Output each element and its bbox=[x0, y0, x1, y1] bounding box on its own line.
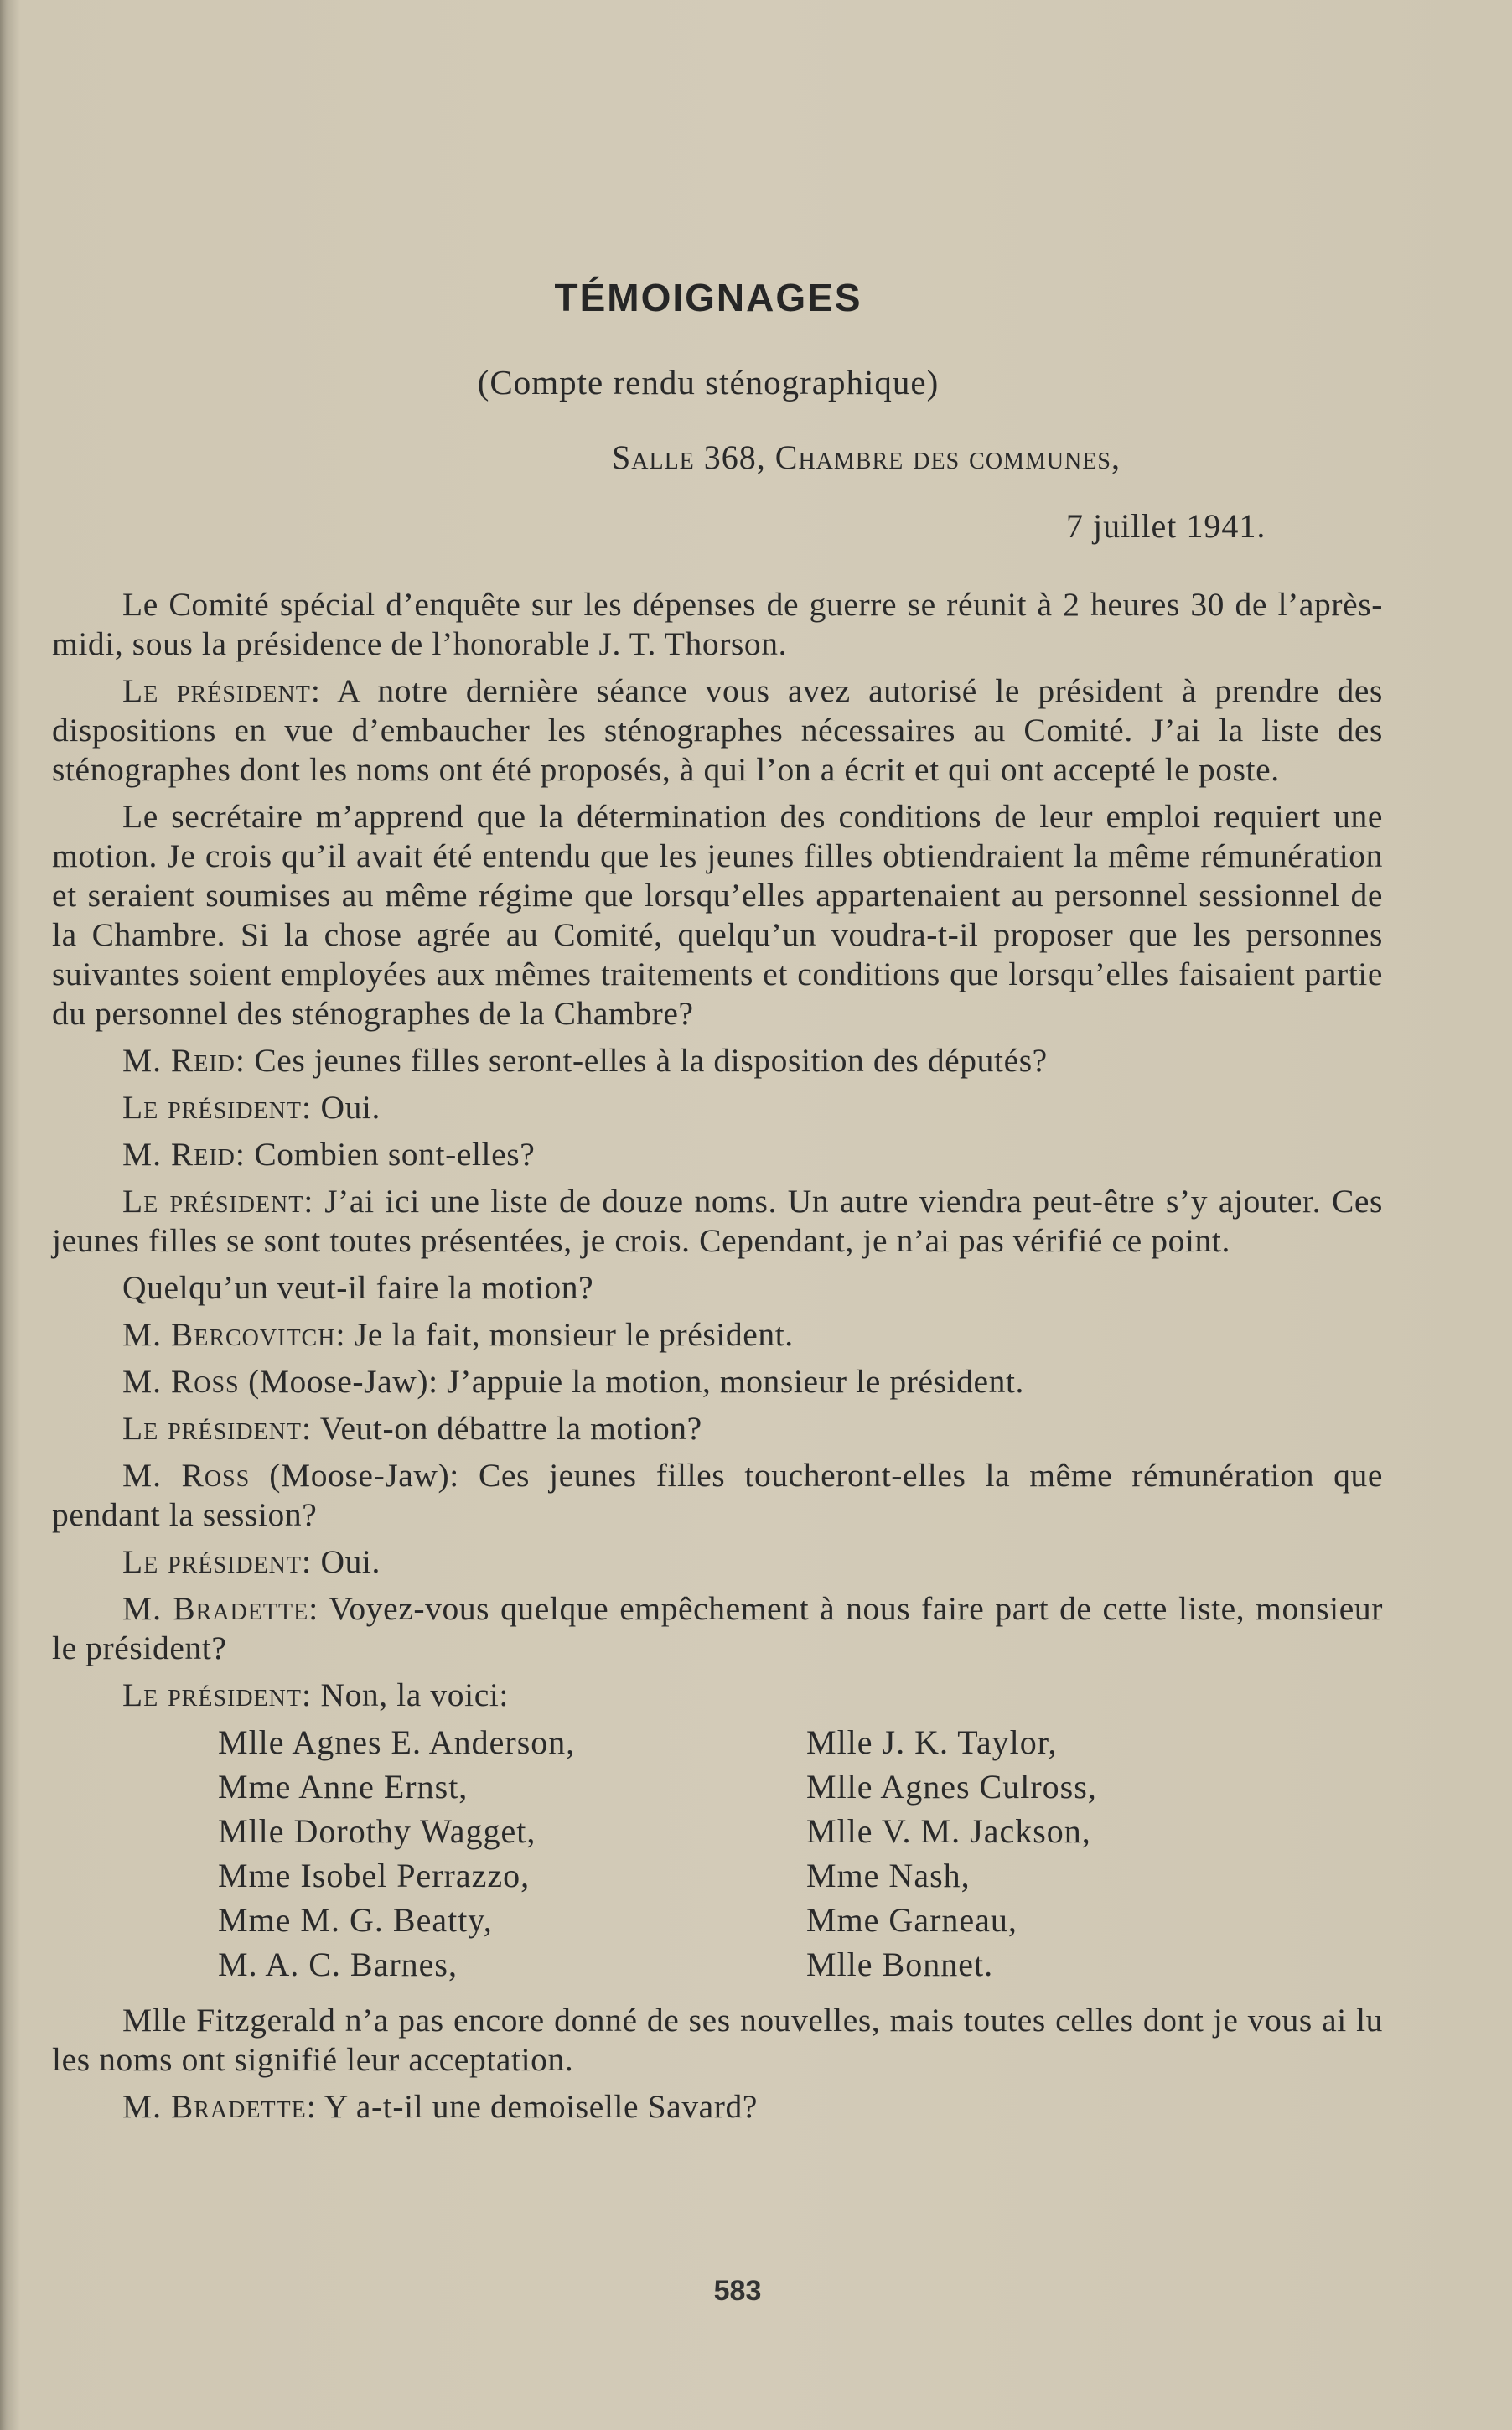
paragraph-text: Ces jeunes filles seront-elles à la disposition des députés? bbox=[245, 1042, 1048, 1079]
paragraph-text: Le secrétaire m’apprend que la détermination des conditions de leur emploi requiert une motion. Je crois qu’il avait été entendu que les jeunes filles obtiendraient la même rémunération et seraient soumises au même régime que lorsqu’elles appartenaient au personnel sessionnel de la Chambre. Si la chose agrée au Comité, quelqu’un voudra-t-il proposer que les personnes suivantes soient employées aux mêmes traitements et conditions que lorsqu’elles faisaient partie du personnel des sténographes de la Chambre? bbox=[52, 798, 1383, 1032]
paragraph bbox=[52, 1268, 1383, 1308]
paragraph-text: Quelqu’un veut-il faire la motion? bbox=[122, 1269, 594, 1306]
paragraph-text: Le Comité spécial d’enquête sur les dépenses de guerre se réunit à 2 heures 30 de l’après-midi, sous la présidence de l’honorable J. T. Thorson. bbox=[52, 586, 1383, 662]
name-item: Mlle Dorothy Wagget, bbox=[218, 1812, 536, 1850]
speaker: M. Bradette: bbox=[122, 1590, 319, 1627]
paragraph bbox=[52, 671, 1383, 790]
name-item: Mme Isobel Perrazzo, bbox=[218, 1857, 531, 1894]
paragraph-text: Voyez-vous quelque empêchement à nous faire part de cette liste, monsieur le président? bbox=[52, 1590, 1383, 1666]
paragraph bbox=[52, 2087, 1383, 2127]
paragraph-text: Combien sont-elles? bbox=[245, 1136, 536, 1173]
name-item: M. A. C. Barnes, bbox=[218, 1946, 458, 1983]
name-item: Mme Garneau, bbox=[806, 1901, 1017, 1939]
paragraph-text: J’ai ici une liste de douze noms. Un autre viendra peut-être s’y ajouter. Ces jeunes filles se sont toutes présentées, je crois. Cependant, je n’ai pas vérifié ce point. bbox=[52, 1183, 1383, 1259]
name-item: Mlle J. K. Taylor, bbox=[806, 1723, 1058, 1761]
speaker: M. Ross bbox=[122, 1457, 251, 1494]
paragraph bbox=[52, 797, 1383, 1034]
speaker: Le président: bbox=[122, 1410, 312, 1447]
name-item: Mlle Bonnet. bbox=[806, 1946, 994, 1983]
paragraph bbox=[52, 1362, 1383, 1402]
paragraph bbox=[52, 1542, 1383, 1582]
speaker: Le président: bbox=[122, 1089, 312, 1126]
meeting-date: 7 juillet 1941. bbox=[1066, 507, 1266, 545]
paragraph-text: Oui. bbox=[311, 1543, 381, 1580]
name-column-right bbox=[806, 1723, 1097, 1989]
paragraph-text: (Moose-Jaw): J’appuie la motion, monsieur le président. bbox=[239, 1363, 1025, 1400]
name-column-left bbox=[218, 1723, 575, 1989]
paragraph bbox=[52, 2001, 1383, 2080]
paragraph bbox=[52, 1088, 1383, 1127]
page-number: 583 bbox=[713, 2275, 762, 2307]
paragraph bbox=[52, 1589, 1383, 1668]
stenographer-list bbox=[52, 1723, 1383, 1989]
paragraph-text: Je la fait, monsieur le président. bbox=[345, 1316, 794, 1353]
paragraph bbox=[52, 1041, 1383, 1080]
paragraph-text: (Moose-Jaw): Ces jeunes filles toucheront-elles la même rémunération que pendant la session? bbox=[52, 1457, 1383, 1533]
paragraph bbox=[52, 1315, 1383, 1355]
name-item: Mlle Agnes E. Anderson, bbox=[218, 1723, 576, 1761]
speaker: Le président: bbox=[122, 1676, 312, 1713]
paragraph bbox=[52, 1676, 1383, 1715]
speaker: M. Bercovitch: bbox=[122, 1316, 346, 1353]
paragraph-text: Non, la voici: bbox=[311, 1676, 509, 1713]
paragraph-text: Oui. bbox=[311, 1089, 381, 1126]
paragraph bbox=[52, 1409, 1383, 1448]
paragraph bbox=[52, 585, 1383, 664]
name-item: Mlle Agnes Culross, bbox=[806, 1768, 1097, 1806]
paragraph bbox=[52, 1135, 1383, 1174]
paragraph-text: Mlle Fitzgerald n’a pas encore donné de ses nouvelles, mais toutes celles dont je vous ai lu les noms ont signifié leur acceptation. bbox=[52, 2002, 1383, 2078]
paragraph-text: Veut-on débattre la motion? bbox=[311, 1410, 702, 1447]
name-item: Mme M. G. Beatty, bbox=[218, 1901, 493, 1939]
paragraph bbox=[52, 1182, 1383, 1261]
speaker: Le président: bbox=[122, 672, 321, 709]
page-title: TÉMOIGNAGES bbox=[554, 276, 862, 319]
name-item: Mme Anne Ernst, bbox=[218, 1768, 469, 1806]
speaker: M. Bradette: bbox=[122, 2088, 317, 2125]
paragraph-text: A notre dernière séance vous avez autorisé le président à prendre des dispositions en vue d’embaucher les sténographes nécessaires au Comité. J’ai la liste des sténographes dont les noms ont été proposés, à qui l’on a écrit et qui ont accepté le poste. bbox=[52, 672, 1383, 788]
paragraph bbox=[52, 1456, 1383, 1535]
transcript-body bbox=[52, 585, 1383, 2134]
page-subtitle: (Compte rendu sténographique) bbox=[477, 363, 940, 402]
speaker: Le président: bbox=[122, 1543, 312, 1580]
speaker: M. Ross bbox=[122, 1363, 240, 1400]
speaker: M. Reid: bbox=[122, 1136, 246, 1173]
speaker: M. Reid: bbox=[122, 1042, 246, 1079]
name-item: Mme Nash, bbox=[806, 1857, 971, 1894]
name-item: Mlle V. M. Jackson, bbox=[806, 1812, 1091, 1850]
speaker: Le président: bbox=[122, 1183, 314, 1220]
paragraph-text: Y a-t-il une demoiselle Savard? bbox=[316, 2088, 759, 2125]
meeting-place: Salle 368, Chambre des communes, bbox=[612, 438, 1121, 476]
